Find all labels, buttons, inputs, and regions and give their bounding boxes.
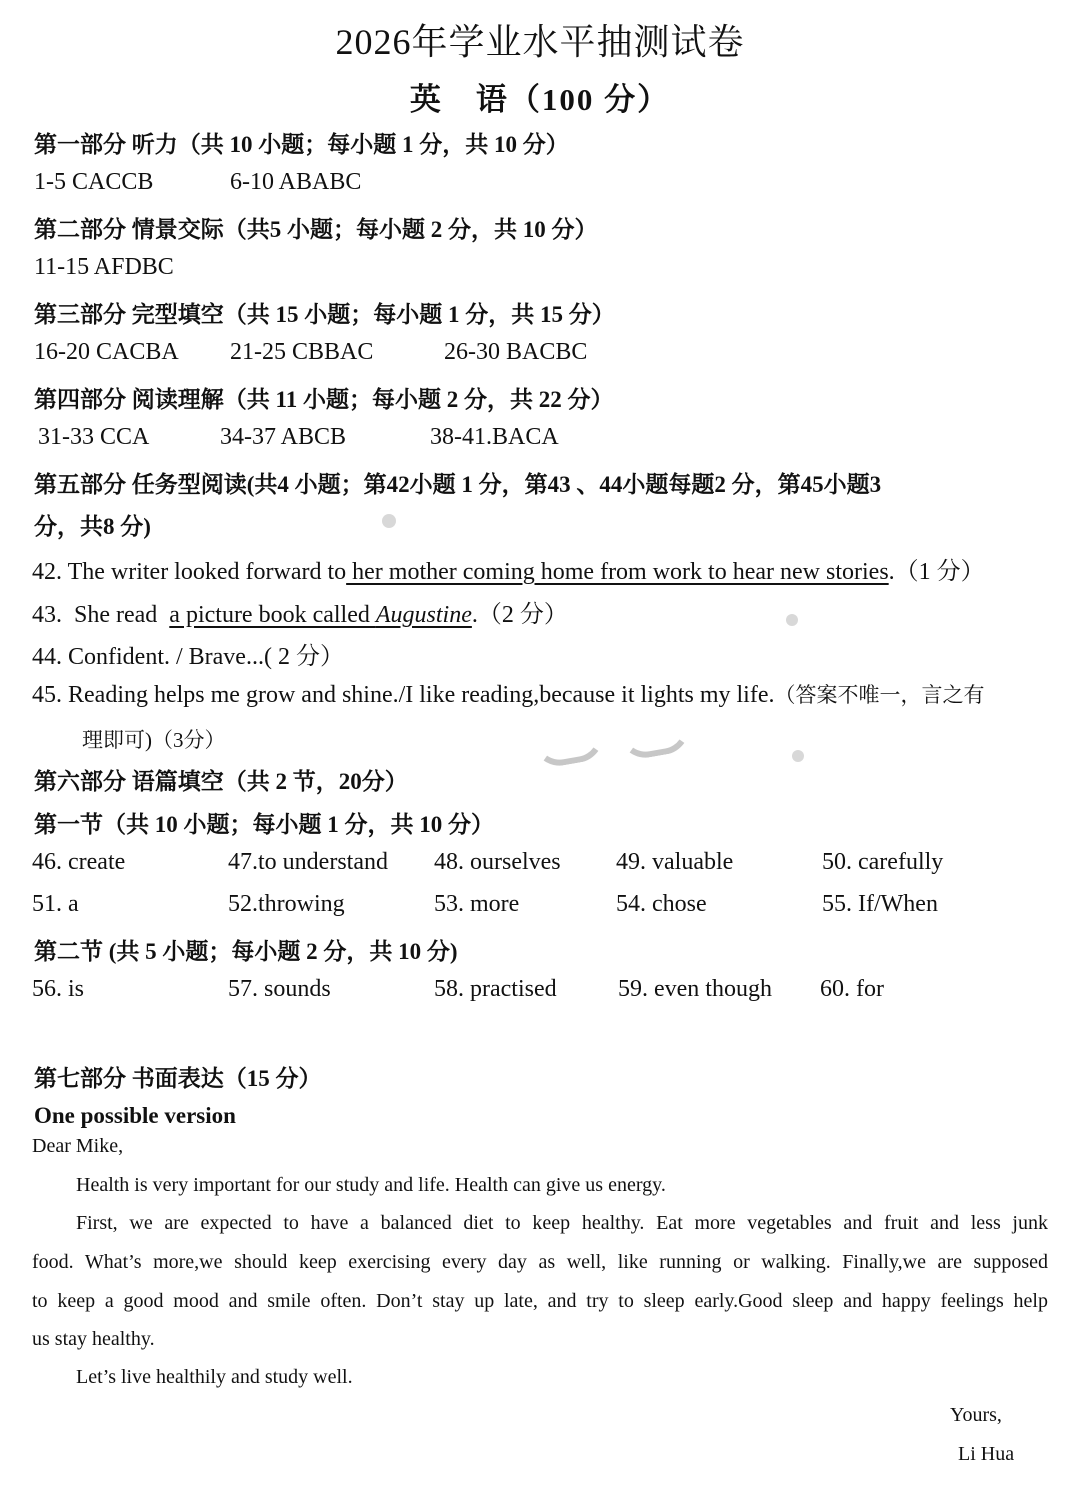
part3-heading: 第三部分 完型填空（共 15 小题；每小题 1 分，共 15 分）	[34, 302, 615, 327]
part6-section1-heading: 第一节（共 10 小题；每小题 1 分，共 10 分）	[34, 812, 494, 837]
part6-heading: 第六部分 语篇填空（共 2 节，20分）	[34, 769, 408, 794]
answer-47: 47.to understand	[228, 849, 388, 875]
part2-answer-1: 11-15 AFDBC	[34, 254, 174, 280]
part7-heading: 第七部分 书面表达（15 分）	[34, 1066, 322, 1091]
answer-46: 46. create	[32, 849, 126, 875]
answer-52: 52.throwing	[228, 891, 345, 917]
answer-45-line2: 理即可)（3分）	[82, 728, 226, 752]
part5-heading-line2: 分，共8 分)	[34, 514, 151, 539]
answer-42-suffix: .（1 分）	[888, 559, 985, 585]
part1-answer-2: 6-10 ABABC	[230, 169, 362, 195]
letter-paragraph-2-line-1: First, we are expected to have a balanced diet to keep healthy. Eat more vegetables and fruit and less junk	[76, 1212, 1048, 1234]
answer-45-line1	[32, 679, 985, 709]
part4-heading: 第四部分 阅读理解（共 11 小题；每小题 2 分，共 22 分）	[34, 387, 614, 412]
answer-49: 49. valuable	[616, 849, 734, 875]
answer-56: 56. is	[32, 976, 85, 1002]
part3-answer-3: 26-30 BACBC	[444, 339, 588, 365]
answer-58: 58. practised	[434, 976, 557, 1002]
answer-43	[32, 594, 568, 629]
answer-42-underlined: her mother coming home from work to hear new stories	[346, 559, 889, 585]
letter-signature: Li Hua	[958, 1443, 1015, 1465]
answer-59: 59. even though	[618, 976, 772, 1002]
exam-subtitle: 英 语（100 分）	[409, 82, 671, 117]
letter-paragraph-2-line-4: us stay healthy.	[32, 1328, 155, 1350]
part4-answer-1: 31-33 CCA	[38, 424, 150, 450]
letter-paragraph-2-line-2: food. What’s more,we should keep exercising every day as well, like running or walking. Finally,we are supposed	[32, 1251, 1048, 1273]
letter-paragraph-1: Health is very important for our study and life. Health can give us energy.	[76, 1174, 666, 1196]
version-label: One possible version	[34, 1103, 236, 1128]
answer-57: 57. sounds	[228, 976, 331, 1002]
part5-heading-line1: 第五部分 任务型阅读(共4 小题；第42小题 1 分，第43 、44小题每题2 分，第45小题3	[34, 472, 882, 497]
answer-48: 48. ourselves	[434, 849, 561, 875]
answer-43-book-title: Augustine	[375, 602, 472, 628]
part2-heading: 第二部分 情景交际（共5 小题；每小题 2 分，共 10 分）	[34, 217, 598, 242]
answer-53: 53. more	[434, 891, 520, 917]
scan-dot	[786, 614, 798, 626]
scan-smudge	[618, 722, 694, 762]
part3-answer-1: 16-20 CACBA	[34, 339, 179, 365]
part1-answer-1: 1-5 CACCB	[34, 169, 154, 195]
letter-paragraph-2-line-3: to keep a good mood and smile often. Don’t stay up late, and try to sleep early.Good sleep and happy feelings help	[32, 1290, 1048, 1312]
part4-answer-3: 38-41.BACA	[430, 424, 559, 450]
answer-44: 44. Confident. / Brave...( 2 分）	[32, 644, 344, 670]
part6-section2-heading: 第二节 (共 5 小题；每小题 2 分，共 10 分)	[34, 939, 458, 964]
part1-heading: 第一部分 听力（共 10 小题；每小题 1 分，共 10 分）	[34, 132, 569, 157]
part4-answer-2: 34-37 ABCB	[220, 424, 347, 450]
answer-60: 60. for	[820, 976, 884, 1002]
answer-54: 54. chose	[616, 891, 707, 917]
answer-43-underlined	[169, 602, 472, 628]
scan-dot	[382, 514, 396, 528]
answer-55: 55. If/When	[822, 891, 938, 917]
answer-42-prefix: 42. The writer looked forward to	[32, 559, 347, 585]
answer-50: 50. carefully	[822, 849, 944, 875]
answer-43-prefix: 43. She read	[32, 602, 170, 628]
scan-dot	[792, 750, 804, 762]
letter-greeting: Dear Mike,	[32, 1135, 124, 1157]
answer-51: 51. a	[32, 891, 79, 917]
exam-title: 2026年学业水平抽测试卷	[335, 22, 745, 62]
letter-paragraph-3: Let’s live healthily and study well.	[76, 1366, 353, 1388]
part3-answer-2: 21-25 CBBAC	[230, 339, 374, 365]
answer-45-note: （答案不唯一，言之有	[774, 683, 985, 707]
scan-smudge	[532, 730, 608, 770]
letter-closing: Yours,	[950, 1404, 1002, 1426]
answer-45-text: 45. Reading helps me grow and shine./I like reading,because it lights my life.	[32, 682, 775, 708]
answer-43-underlined-text: a picture book called	[169, 602, 376, 628]
answer-42	[32, 551, 985, 586]
answer-43-suffix: .（2 分）	[471, 602, 568, 628]
